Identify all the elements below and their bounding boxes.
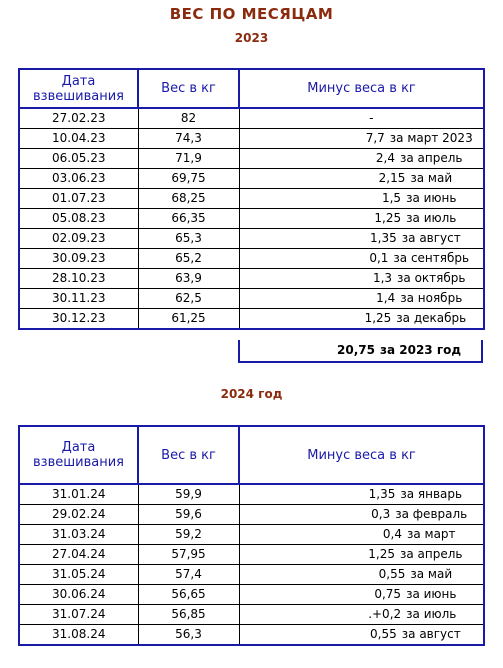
minus-cell [239,289,484,309]
minus-value: 1,5 [381,191,402,205]
date-cell: 29.02.24 [19,505,138,525]
date-cell: 10.04.23 [19,129,138,149]
table-row [19,249,484,269]
table-row [19,149,484,169]
weight-cell: 68,25 [138,189,239,209]
date-cell: 28.10.23 [19,269,138,289]
weight-cell: 59,9 [138,484,239,505]
minus-period-label: за апрель [400,547,463,561]
total-2023-value: 20,75 [337,343,375,357]
table-header-row [19,426,484,484]
weight-cell: 74,3 [138,129,239,149]
date-cell: 30.06.24 [19,585,138,605]
date-cell: 31.01.24 [19,484,138,505]
table-row [19,585,484,605]
table-row [19,484,484,505]
weight-column-header: Вес в кг [138,426,239,484]
minus-cell [239,505,484,525]
date-cell: 01.07.23 [19,189,138,209]
minus-column-header: Минус веса в кг [239,426,484,484]
table-row [19,209,484,229]
weight-cell: 65,3 [138,229,239,249]
minus-cell [239,525,484,545]
total-2023 [238,340,483,363]
page-title: ВЕС ПО МЕСЯЦАМ [169,5,334,23]
minus-period-label: за март [406,527,456,541]
table-row [19,545,484,565]
minus-cell [239,209,484,229]
weight-cell: 56,65 [138,585,239,605]
minus-period-label: за май [410,567,453,581]
weight-cell: 71,9 [138,149,239,169]
table-row [19,505,484,525]
table-row [19,565,484,585]
weight-cell: 59,6 [138,505,239,525]
table-row [19,309,484,330]
date-cell: 03.06.23 [19,169,138,189]
minus-period-label: за январь [400,487,463,501]
weight-cell: 57,95 [138,545,239,565]
weight-cell: 66,35 [138,209,239,229]
minus-value: 0,75 [374,587,402,601]
weight-cell: 56,3 [138,625,239,646]
weight-cell: 62,5 [138,289,239,309]
weight-cell: 69,75 [138,169,239,189]
weight-cell: 57,4 [138,565,239,585]
minus-cell [239,129,484,149]
minus-value: 7,7 [365,131,385,145]
date-column-header: Дата взвешивания [19,69,138,108]
minus-period-label: за август [401,627,461,641]
weight-cell: 82 [138,108,239,129]
minus-value: 1,4 [376,291,396,305]
date-cell: 31.05.24 [19,565,138,585]
minus-cell [239,249,484,269]
minus-cell [239,189,484,209]
table-row [19,189,484,209]
date-cell: 30.12.23 [19,309,138,330]
minus-period-label: за июнь [406,587,457,601]
minus-period-label: за июль [406,607,457,621]
minus-cell [239,585,484,605]
minus-period-label: за июнь [406,191,457,205]
table-row [19,625,484,646]
date-column-header: Дата взвешивания [19,426,138,484]
minus-cell [239,605,484,625]
minus-period-label: за ноябрь [400,291,463,305]
minus-value: 0,55 [378,567,406,581]
minus-period-label: за март 2023 [389,131,473,145]
minus-value: 0,1 [369,251,389,265]
minus-cell [239,309,484,330]
minus-period-label: за август [401,231,461,245]
table-row [19,605,484,625]
minus-value: 1,25 [368,547,395,561]
minus-cell [239,565,484,585]
table-row [19,108,484,129]
minus-value: 1,25 [364,311,392,325]
minus-value: 1,25 [374,211,402,225]
minus-cell [239,149,484,169]
weight-cell: 65,2 [138,249,239,269]
date-cell: 05.08.23 [19,209,138,229]
minus-value: 0,55 [370,627,397,641]
minus-value: 2,15 [378,171,406,185]
date-cell: 30.11.23 [19,289,138,309]
table-row [19,269,484,289]
minus-period-label: за октябрь [397,271,466,285]
minus-period-label: за февраль [395,507,468,521]
date-cell: 27.02.23 [19,108,138,129]
date-cell: 27.04.24 [19,545,138,565]
minus-period-label: за декабрь [396,311,467,325]
weight-cell: 56,85 [138,605,239,625]
minus-value: 1,3 [372,271,393,285]
weight-cell: 59,2 [138,525,239,545]
weight-column-header: Вес в кг [138,69,239,108]
minus-cell [239,484,484,505]
year-2023-heading: 2023 [234,31,269,45]
date-cell: 31.07.24 [19,605,138,625]
date-cell: 30.09.23 [19,249,138,269]
minus-value: 0,4 [382,527,402,541]
table-row [19,169,484,189]
minus-value: 1,35 [368,487,396,501]
date-cell: 06.05.23 [19,149,138,169]
minus-period-label: за май [410,171,453,185]
weight-table-2023 [18,68,485,330]
weight-table-2024 [18,425,485,646]
minus-column-header: Минус веса в кг [239,69,484,108]
minus-cell [239,108,484,129]
minus-period-label: за сентябрь [393,251,470,265]
table-row [19,129,484,149]
minus-cell [239,169,484,189]
date-cell: 31.03.24 [19,525,138,545]
date-cell: 02.09.23 [19,229,138,249]
total-2023-label: за 2023 год [380,343,462,357]
minus-value: 1,35 [370,231,397,245]
weight-cell: 61,25 [138,309,239,330]
table-row [19,525,484,545]
minus-value: - [369,111,374,125]
table-row [19,229,484,249]
weight-cell: 63,9 [138,269,239,289]
minus-cell [239,229,484,249]
minus-value: 2,4 [375,151,395,165]
minus-cell [239,625,484,646]
table-row [19,289,484,309]
table-header-row [19,69,484,108]
minus-cell [239,545,484,565]
minus-period-label: за июль [406,211,457,225]
minus-value: .+0,2 [368,607,402,621]
minus-period-label: за апрель [400,151,463,165]
date-cell: 31.08.24 [19,625,138,646]
year-2024-heading: 2024 год [220,387,283,401]
minus-value: 0,3 [371,507,391,521]
minus-cell [239,269,484,289]
